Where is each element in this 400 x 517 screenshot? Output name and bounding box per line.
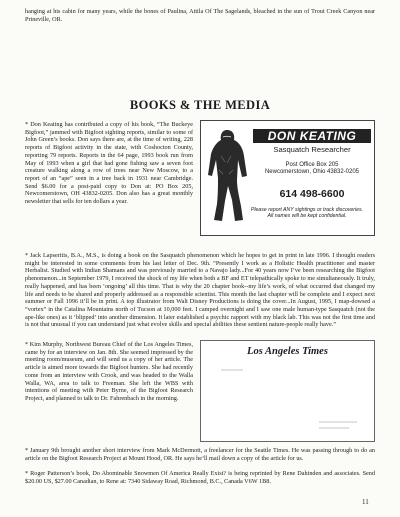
ad-note-line-1: Please report ANY sightings or track discoveries. [250,207,364,213]
ad-name: DON KEATING [253,129,371,143]
mcdermott-paragraph: * January 9th brought another short interview from Mark McDermott, a freelancer for the Seattle Times. He was passing through to do an article on the Bigfoot Research Project at Mount Hood, OR. He says he’ll mail down a copy of the article for us. [25,447,375,462]
intro-paragraph: hanging at his cabin for many years, while the bones of Paulina, Attila Of The Sagelands, bleached in the sun of Trout Creek Canyon near Prineville, OR. [25,8,375,23]
faint-text-line [319,421,357,423]
ad-phone: 614 498-6600 [279,188,345,200]
patterson-paragraph: * Roger Patterson’s book, Do Abominable Snowmen Of America Really Exist? is being reprinted by Rene Dahinden and associates. Send $20.00 US, $27.00 Canadian, to Rene at: 7340 Sidaway Road, Richmond, B.C., Canada V6W 1B8. [25,470,375,485]
faint-text-line [319,427,349,429]
don-keating-ad [200,120,375,236]
murphy-paragraph: * Kim Murphy, Northwest Bureau Chief of the Los Angeles Times, came by for an interview on Jan. 8th. She seemed impressed by the meeting room/museum, and will send us a copy of her article. The article is aimed more towards the Bigfoot hunters. She had recently come from an interview with Crook, and was headed to the Walla Walla, WA, area to talk to Freeman. She left the WBS with intentions of meeting with Peter Byrne, of the Bigfoot Research Project, and planned to talk to Dr. Fahrenbach in the morning. [25,341,193,402]
clipping-masthead: Los Angeles Times [247,346,328,357]
ad-title: Sasquatch Researcher [273,145,351,154]
lapseritis-paragraph: * Jack Lapseritis, B.A., M.S., is doing a book on the Sasquatch phenomenon which he hopes to get in print in late 1996. I thought readers might be interested in some comments from his last letter of Dec. 9th. “Presently I work as a Holistic Health practitioner and master Herbalist. Studied with Indian Shamans and was previously married to a Navajo lady...For 40 years now I’ve been researching the Bigfoot phenomenon...in September 1979, I received the shock of my life when both a BF and ET telepathically spoke to me simultaneously. It truly, really happened, and has been ‘ongoing’ all this time. That is why the 20 chapter book--my life’s work, of what occurred that changed my life and needs to be shared and properly addressed as a responsible scientist. This month the last chapter will be complete and I expect next summer or Fall 1996 it’ll be in print. A top illustrator from Walt Disney Productions is doing the cover...In August, 1995, I map-dowsed a “vortex” in the Catalina Mountains north of Tucson at 10,000 feet. I camped overnight and I saw one male human-type Sasquatch (not the ape-like ones) as it ‘blipped’ into another dimension. It later established a psychic rapport with my black lab. This was not the first time and is not that unusual if you can understand just what evolve skills and special abilities these sentient nature-people really have.” [25,252,375,329]
ad-note-line-2: All names will be kept confidential. [267,213,347,220]
ad-address-line-2: Newcomerstown, Ohio 43832-0205 [264,169,360,175]
ad-address-line-1: Post Office Box 205 [285,162,339,168]
ad-note [241,207,373,220]
section-heading: BOOKS & THE MEDIA [129,98,271,112]
page-number: 11 [362,498,369,506]
la-times-clipping [200,340,375,442]
faint-text-line [221,369,243,371]
keating-paragraph: * Don Keating has contributed a copy of his book, “The Buckeye Bigfoot,” jammed with Bigfoot sighting reports, similar to some of John Green’s books. Don says there are, at the time of writing, 228 reports of Bigfoot activity in the state, with Coshocton County, reporting 79 reports. Reports in the 64 page, 1993 book run from May of 1993 when a girl that had gone fishing saw a seven foot creature walking along a row of trees near New Moscow, to a report of an “ape” seen in a tree back in 1931 near Cambridge. Send $6.00 for a post-paid copy to Don at: PO Box 205, Newcomerstown, OH 43832-0205. Don also has a great monthly newsletter that sells for ten dollars a year. [25,121,193,206]
